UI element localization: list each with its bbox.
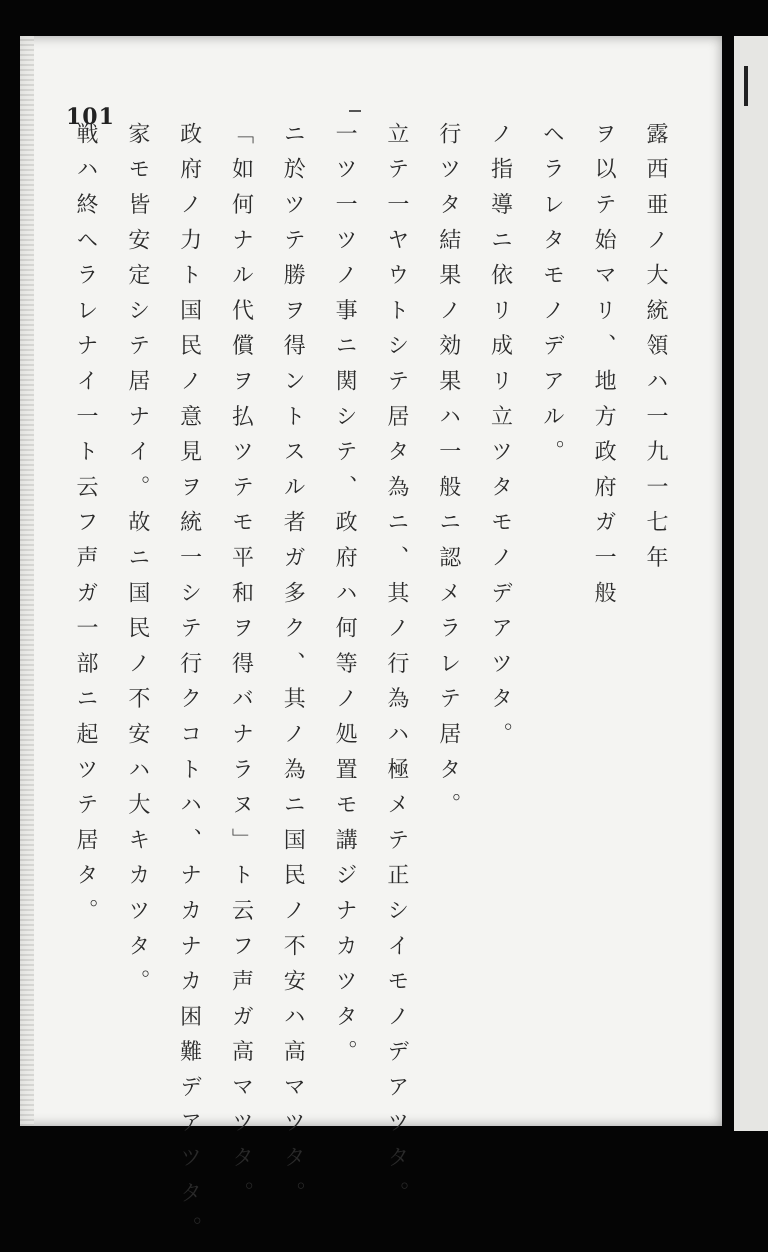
page-number: 101: [66, 104, 115, 130]
text-column-5: 行ツタ結果ノ効果ハ一般ニ認メラレテ居タ。: [435, 122, 461, 828]
text-column-9: 「如何ナル代償ヲ払ツテモ平和ヲ得バナラヌ」ト云フ声ガ高マツタ。: [228, 122, 254, 1217]
text-column-8: ニ於ツテ勝ヲ得ントスル者ガ多ク、其ノ為ニ国民ノ不安ハ高マツタ。: [280, 122, 306, 1217]
text-column-2: ヲ以テ始マリ、地方政府ガ一般: [591, 122, 617, 617]
text-column-3: ヘラレタモノデアル。: [539, 122, 565, 475]
text-column-10: 政府ノ力ト国民ノ意見ヲ統一シテ行クコトハ、ナカナカ困難デアツタ。: [176, 122, 202, 1252]
text-column-11: 家モ皆安定シテ居ナイ。故ニ国民ノ不安ハ大キカツタ。: [124, 122, 150, 1005]
text-column-4: ノ指導ニ依リ成リ立ツタモノデアツタ。: [487, 122, 513, 758]
adjacent-page-edge: [734, 36, 768, 1131]
adjacent-page-mark: [744, 66, 748, 106]
header-dash: [349, 110, 361, 112]
text-column-6: 立テ一ヤウトシテ居タ為ニ、其ノ行為ハ極メテ正シイモノデアツタ。: [383, 122, 409, 1217]
text-column-7: 一ツ一ツノ事ニ関シテ、政府ハ何等ノ処置モ講ジナカツタ。: [332, 122, 358, 1076]
text-column-12: 戦ハ終ヘラレナイ一ト云フ声ガ一部ニ起ツテ居タ。: [73, 122, 98, 934]
vertical-text-block: [70, 122, 670, 1252]
text-column-1: 露西亜ノ大統領ハ一九一七年: [642, 122, 668, 581]
